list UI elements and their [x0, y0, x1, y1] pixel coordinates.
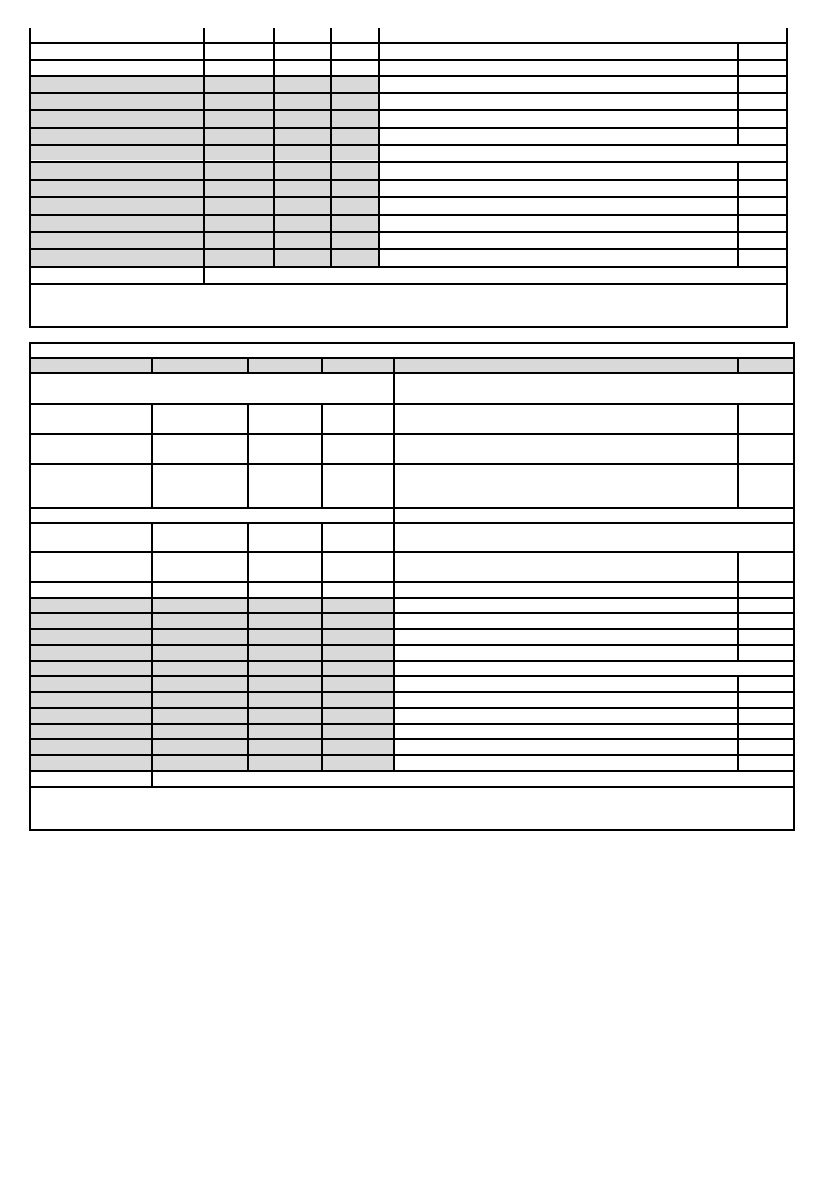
- lower-shaded-block: [30, 598, 394, 771]
- lower-header-shade: [30, 359, 794, 372]
